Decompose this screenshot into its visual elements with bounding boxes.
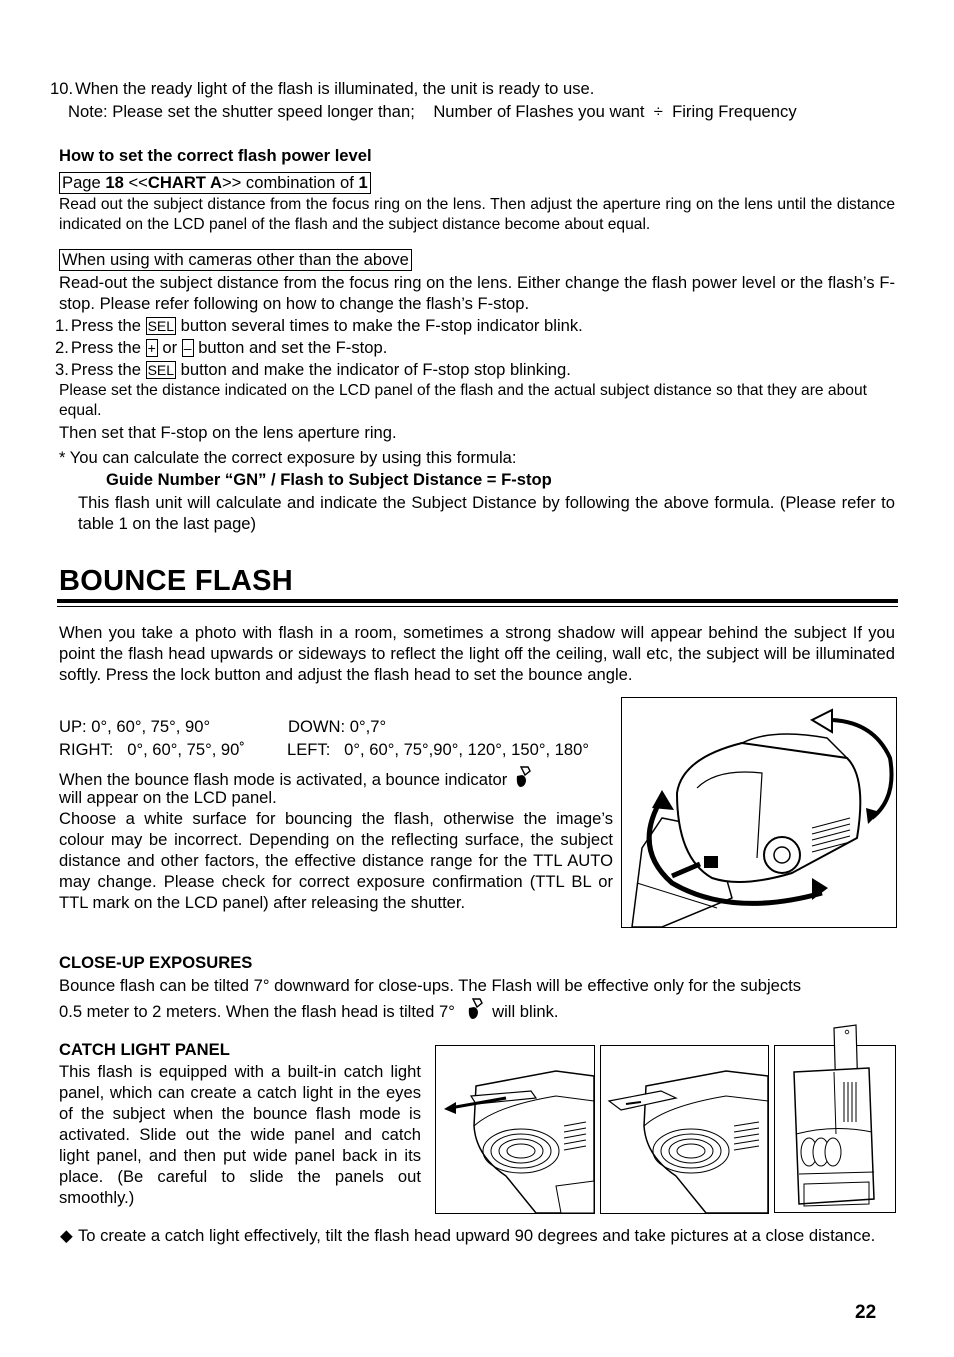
step-10 (50, 78, 910, 99)
plus-button: + (147, 340, 156, 356)
step-1 (55, 315, 915, 336)
note-divide-sign: ÷ (653, 102, 663, 121)
bounce-intro: When you take a photo with flash in a room, sometimes a strong shadow will appear behind the subject If you point the flash head upwards or sideways to reflect the light off the ceiling, wall etc, the subject will be illuminated softly. Press the lock button and adjust the flash head to set the bounce angle. (59, 623, 895, 684)
indicator-post: will appear on the LCD panel. (59, 788, 277, 807)
step-2 (55, 337, 915, 358)
step-post: button and set the F-stop. (198, 338, 388, 357)
step-post: button several times to make the F-stop indicator blink. (180, 316, 583, 335)
step-text: When the ready light of the flash is illuminated, the unit is ready to use. (75, 79, 595, 98)
bounce-title: BOUNCE FLASH (59, 565, 293, 597)
combination-label: >> combination of (221, 173, 354, 192)
power-para-3: Please set the distance indicated on the LCD panel of the flash and the actual subject distance so that they are about equal. (59, 382, 867, 419)
formula: Guide Number “GN” / Flash to Subject Distance = F-stop (106, 470, 552, 489)
bounce-flash-illustration (621, 697, 897, 928)
title-rule-thin (57, 606, 898, 607)
step-num: 1. (55, 316, 69, 335)
power-para-5: This flash unit will calculate and indicate the Subject Distance by following the above formula. (Please refer to table 1 on the last page) (78, 493, 895, 533)
catch-heading: CATCH LIGHT PANEL (59, 1040, 230, 1059)
page-label: Page (62, 173, 101, 192)
step-mid: or (162, 338, 178, 357)
chart-open: << (128, 173, 148, 192)
catch-panel-figure-2 (600, 1045, 769, 1214)
bounce-down: DOWN: 0°,7° (288, 717, 387, 736)
page-number: 22 (855, 1302, 877, 1323)
step-pre: Press the (70, 316, 141, 335)
bounce-indicator-icon (464, 997, 484, 1021)
closeup-line-1: Bounce flash can be tilted 7° downward for close-ups. The Flash will be effective only for the subjects (59, 976, 802, 995)
bounce-choose: Choose a white surface for bouncing the flash, otherwise the image’s colour may be incorrect. Depending on the reflecting surface, the subject distance and other factors, the effective distance range for the TTL AUTO may change. Please check for correct exposure confirmation (TTL BL or TTL mark on the LCD panel) after releasing the shutter. (59, 809, 613, 912)
bounce-left: LEFT: 0°, 60°, 75°,90°, 120°, 150°, 180° (287, 740, 589, 759)
step-3 (55, 359, 915, 380)
formula-intro: * You can calculate the correct exposure by using this formula: (59, 448, 517, 467)
bounce-up: UP: 0°, 60°, 75°, 90° (59, 717, 211, 736)
step-number: 10. (50, 79, 74, 98)
bounce-right: RIGHT: 0°, 60°, 75°, 90˚ (59, 740, 245, 759)
shutter-note (68, 101, 928, 122)
closeup-line-2 (59, 997, 919, 1022)
note-mid: Number of Flashes you want (433, 102, 645, 121)
step-pre: Press the (70, 360, 141, 379)
chart-reference-box (59, 172, 371, 194)
note-prefix: Note: Please set the shutter speed longer than; (68, 102, 415, 121)
combination-number: 1 (358, 173, 368, 192)
page-ref-number: 18 (105, 173, 124, 192)
power-para-4: Then set that F-stop on the lens aperture ring. (59, 423, 397, 442)
closeup-heading: CLOSE-UP EXPOSURES (59, 953, 253, 972)
other-cameras-box: When using with cameras other than the above (59, 249, 412, 271)
closeup-line-2-post: will blink. (492, 1002, 559, 1021)
catch-bullet: To create a catch light effectively, tilt the flash head upward 90 degrees and take pictures at a close distance. (78, 1226, 876, 1245)
note-end: Firing Frequency (672, 102, 797, 121)
power-para-2: Read-out the subject distance from the focus ring on the lens. Either change the flash power level or the flash’s F-stop. Please refer following on how to change the flash’s F-stop. (59, 273, 895, 313)
chart-name: CHART A (147, 173, 222, 192)
sel-button: SEL (147, 318, 175, 334)
title-rule-thick (57, 599, 898, 603)
indicator-pre: When the bounce flash mode is activated, a bounce indicator (59, 770, 508, 789)
step-num: 2. (55, 338, 69, 357)
catch-panel-figure-1 (435, 1045, 595, 1214)
step-num: 3. (55, 360, 69, 379)
catch-para: This flash is equipped with a built-in catch light panel, which can create a catch light in the eyes of the subject when the bounce flash mode is activated. Slide out the wide panel and catch light panel, and then put wide panel back in its place. (Be careful to slide the panels out smoothly.) (59, 1062, 421, 1207)
catch-panel-figure-3 (774, 1024, 896, 1213)
power-para-1: Read out the subject distance from the focus ring on the lens. Then adjust the aperture ring on the lens until the distance indicated on the LCD panel of the flash and the subject distance become about equal. (59, 196, 895, 233)
bullet-symbol: ◆ (60, 1226, 73, 1245)
closeup-line-2-pre: 0.5 meter to 2 meters. When the flash head is tilted 7° (59, 1002, 455, 1021)
power-heading: How to set the correct flash power level (59, 146, 372, 165)
step-post: button and make the indicator of F-stop stop blinking. (180, 360, 571, 379)
minus-button: – (183, 340, 192, 356)
bounce-indicator-icon (512, 765, 532, 789)
step-pre: Press the (70, 338, 141, 357)
sel-button: SEL (147, 362, 175, 378)
